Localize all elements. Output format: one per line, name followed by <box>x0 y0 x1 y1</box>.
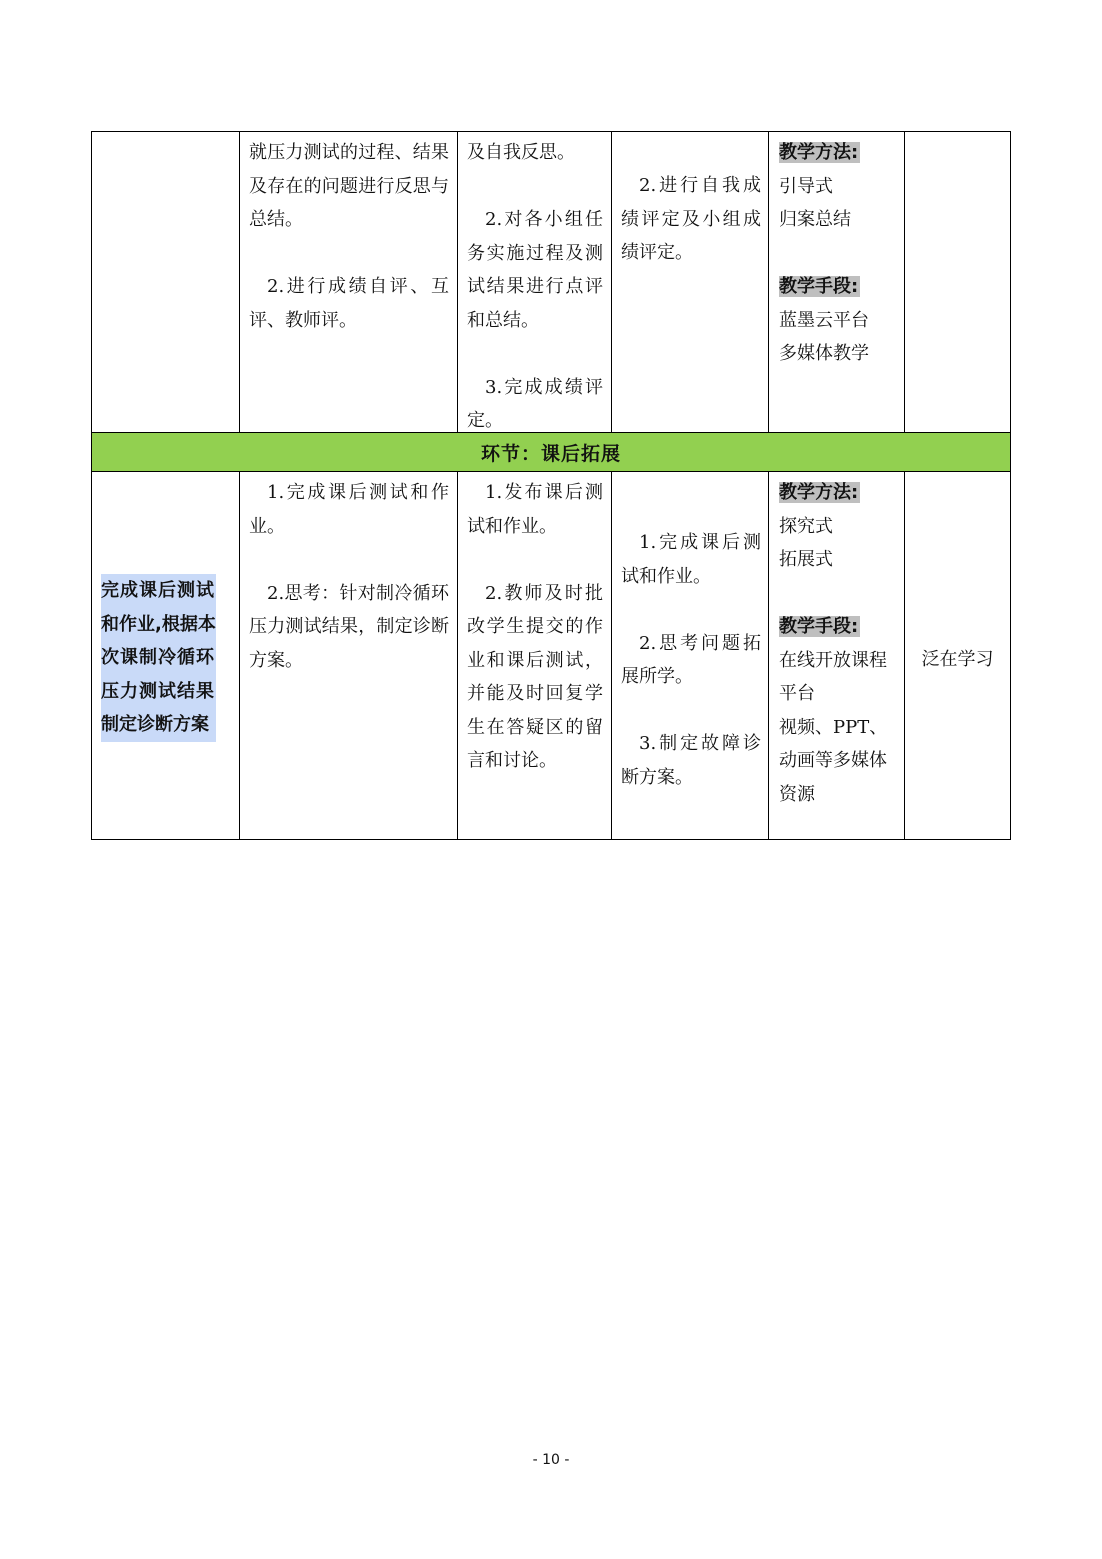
bottom-methods-cell <box>779 476 897 811</box>
objective-line: 压力测试结果 <box>101 680 215 702</box>
teaching-method-item: 探究式 <box>779 515 833 537</box>
bottom-teacher-activity-cell <box>467 476 603 778</box>
top-learning-outcome-p1: 2.进行自我成绩评定及小组成绩评定。 <box>621 175 761 263</box>
top-student-activity-p1: 就压力测试的过程、结果及存在的问题进行反思与总结。 <box>249 142 449 230</box>
column-divider <box>611 471 612 839</box>
teaching-means-label: 教学手段: <box>779 276 859 297</box>
table-border-top <box>91 131 1011 132</box>
teaching-method-item: 拓展式 <box>779 549 833 570</box>
top-teacher-activity-p1: 及自我反思。 <box>467 142 575 163</box>
page-number: - 10 - <box>532 1452 570 1468</box>
teaching-method-label: 教学方法: <box>779 482 859 503</box>
column-divider <box>768 131 769 432</box>
column-divider <box>457 131 458 432</box>
column-divider <box>768 471 769 839</box>
top-methods-cell <box>779 136 897 371</box>
bottom-objective-cell <box>101 574 229 742</box>
bottom-teacher-activity-p1: 1.发布课后测试和作业。 <box>467 482 603 537</box>
teaching-means-item: 蓝墨云平台 <box>779 309 869 331</box>
bottom-student-activity-p2: 2.思考：针对制冷循环压力测试结果，制定诊断方案。 <box>249 582 449 671</box>
row-divider-bottom <box>91 471 1011 472</box>
objective-line: 完成课后测试 <box>101 580 215 601</box>
bottom-student-activity-p1: 1.完成课后测试和作业。 <box>249 482 449 537</box>
teaching-method-item: 引导式 <box>779 175 833 197</box>
top-teacher-activity-p3: 3.完成成绩评定。 <box>467 376 603 431</box>
bottom-learning-outcome-p1: 1.完成课后测试和作业。 <box>621 532 761 587</box>
top-teacher-activity-p2: 2.对各小组任务实施过程及测试结果进行点评和总结。 <box>467 209 603 331</box>
table-border-left <box>91 131 92 840</box>
teaching-means-item: 视频、PPT、动画等多媒体资源 <box>779 716 888 805</box>
learning-mode-text: 泛在学习 <box>921 649 994 670</box>
teaching-means-item: 多媒体教学 <box>779 343 869 364</box>
bottom-learning-outcome-cell <box>621 526 761 794</box>
teaching-means-label: 教学手段: <box>779 616 859 637</box>
column-divider <box>611 131 612 432</box>
lesson-plan-table <box>91 131 1011 840</box>
section-title: 环节：课后拓展 <box>480 442 621 465</box>
column-divider <box>457 471 458 839</box>
bottom-learning-outcome-p2: 2.思考问题拓展所学。 <box>621 632 761 687</box>
bottom-teacher-activity-p2: 2.教师及时批改学生提交的作业和课后测试，并能及时回复学生在答疑区的留言和讨论。 <box>467 582 603 771</box>
top-student-activity-p2: 2.进行成绩自评、互评、教师评。 <box>249 276 449 331</box>
section-title-band <box>92 433 1010 471</box>
column-divider <box>904 131 905 432</box>
objective-line: 次课制冷循环 <box>101 647 215 668</box>
top-student-activity-cell <box>249 136 449 337</box>
bottom-learning-outcome-p3: 3.制定故障诊断方案。 <box>621 733 761 788</box>
column-divider <box>239 131 240 432</box>
teaching-method-item: 归案总结 <box>779 209 851 230</box>
top-teacher-activity-cell <box>467 136 603 438</box>
bottom-learning-mode-cell <box>905 643 1010 677</box>
table-border-bottom <box>91 839 1011 840</box>
table-border-right <box>1010 131 1011 840</box>
teaching-method-label: 教学方法: <box>779 142 859 163</box>
objective-line: 和作业,根据本 <box>101 613 216 635</box>
objective-line: 制定诊断方案 <box>101 714 209 735</box>
bottom-student-activity-cell <box>249 476 449 677</box>
teaching-means-item: 在线开放课程平台 <box>779 649 887 704</box>
top-learning-outcome-cell <box>621 169 761 270</box>
column-divider <box>239 471 240 839</box>
